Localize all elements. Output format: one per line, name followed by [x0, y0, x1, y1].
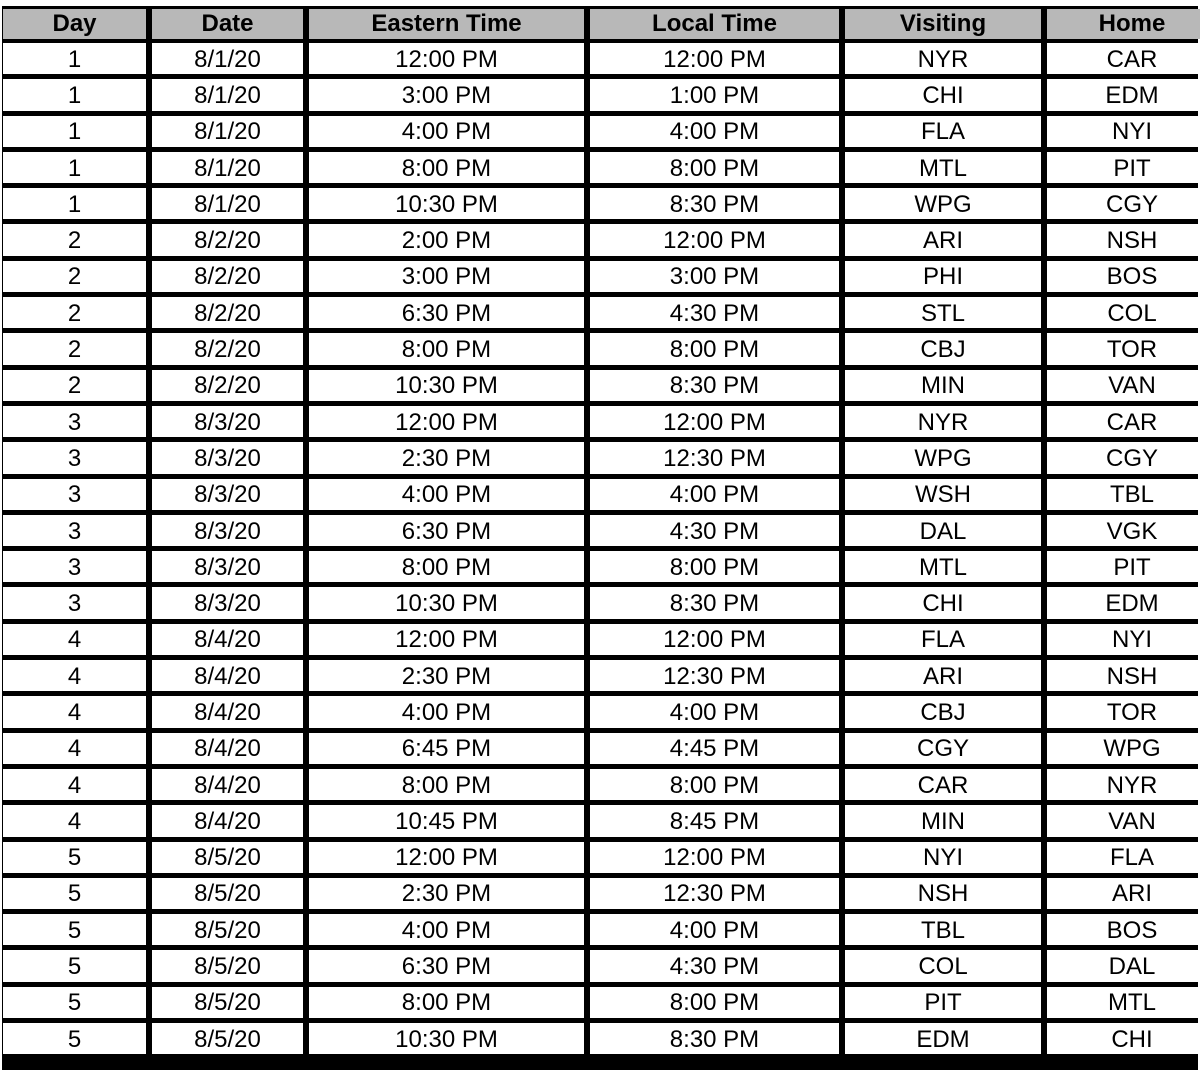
- cell-eastern-time: 6:30 PM: [309, 297, 584, 328]
- cell-visiting: CHI: [845, 79, 1041, 110]
- cell-home: CAR: [1047, 43, 1200, 74]
- cell-local-time: 8:30 PM: [590, 370, 839, 401]
- cell-home: PIT: [1047, 152, 1200, 183]
- cell-date: 8/5/20: [152, 987, 303, 1018]
- cell-eastern-time: 10:30 PM: [309, 587, 584, 618]
- cell-eastern-time: 12:00 PM: [309, 624, 584, 655]
- cell-visiting: FLA: [845, 624, 1041, 655]
- cell-local-time: 8:30 PM: [590, 587, 839, 618]
- cell-local-time: 4:45 PM: [590, 733, 839, 764]
- cell-visiting: NSH: [845, 878, 1041, 909]
- cell-visiting: MIN: [845, 370, 1041, 401]
- cell-home: BOS: [1047, 261, 1200, 292]
- cell-visiting: CBJ: [845, 333, 1041, 364]
- cell-eastern-time: 12:00 PM: [309, 406, 584, 437]
- cell-day: 1: [3, 152, 146, 183]
- cell-visiting: NYI: [845, 842, 1041, 873]
- cell-local-time: 12:30 PM: [590, 878, 839, 909]
- cell-date: 8/2/20: [152, 297, 303, 328]
- cell-home: COL: [1047, 297, 1200, 328]
- cell-visiting: EDM: [845, 1023, 1041, 1054]
- cell-visiting: STL: [845, 297, 1041, 328]
- cell-day: 4: [3, 733, 146, 764]
- cell-local-time: 4:00 PM: [590, 116, 839, 147]
- cell-local-time: 4:00 PM: [590, 479, 839, 510]
- cell-eastern-time: 4:00 PM: [309, 696, 584, 727]
- cell-day: 5: [3, 842, 146, 873]
- column-header-day: Day: [3, 9, 146, 39]
- cell-visiting: NYR: [845, 43, 1041, 74]
- cell-day: 3: [3, 442, 146, 473]
- column-header-eastern-time: Eastern Time: [309, 9, 584, 39]
- cell-home: CGY: [1047, 188, 1200, 219]
- cell-date: 8/3/20: [152, 515, 303, 546]
- cell-local-time: 12:00 PM: [590, 624, 839, 655]
- cell-day: 2: [3, 261, 146, 292]
- cell-eastern-time: 4:00 PM: [309, 479, 584, 510]
- cell-local-time: 12:00 PM: [590, 43, 839, 74]
- cell-date: 8/3/20: [152, 442, 303, 473]
- cell-eastern-time: 12:00 PM: [309, 842, 584, 873]
- cell-date: 8/1/20: [152, 43, 303, 74]
- cell-visiting: MTL: [845, 152, 1041, 183]
- cell-visiting: ARI: [845, 660, 1041, 691]
- cell-home: VAN: [1047, 370, 1200, 401]
- cell-date: 8/4/20: [152, 696, 303, 727]
- cell-visiting: WPG: [845, 188, 1041, 219]
- cell-day: 1: [3, 43, 146, 74]
- cell-home: NYI: [1047, 624, 1200, 655]
- cell-eastern-time: 2:30 PM: [309, 660, 584, 691]
- cell-eastern-time: 8:00 PM: [309, 333, 584, 364]
- cell-date: 8/2/20: [152, 261, 303, 292]
- cell-eastern-time: 6:30 PM: [309, 950, 584, 981]
- cell-day: 5: [3, 878, 146, 909]
- cell-date: 8/3/20: [152, 406, 303, 437]
- cell-date: 8/3/20: [152, 551, 303, 582]
- cell-local-time: 8:00 PM: [590, 333, 839, 364]
- cell-local-time: 12:00 PM: [590, 224, 839, 255]
- cell-home: EDM: [1047, 587, 1200, 618]
- cell-visiting: CBJ: [845, 696, 1041, 727]
- cell-local-time: 1:00 PM: [590, 79, 839, 110]
- cell-day: 5: [3, 914, 146, 945]
- cell-date: 8/4/20: [152, 733, 303, 764]
- column-header-visiting: Visiting: [845, 9, 1041, 39]
- cell-eastern-time: 2:00 PM: [309, 224, 584, 255]
- cell-eastern-time: 4:00 PM: [309, 914, 584, 945]
- cell-home: NSH: [1047, 224, 1200, 255]
- cell-home: NYR: [1047, 769, 1200, 800]
- cell-home: NYI: [1047, 116, 1200, 147]
- cell-day: 4: [3, 769, 146, 800]
- cell-home: CHI: [1047, 1023, 1200, 1054]
- cell-local-time: 8:00 PM: [590, 987, 839, 1018]
- cell-visiting: TBL: [845, 914, 1041, 945]
- cell-local-time: 8:00 PM: [590, 152, 839, 183]
- cell-visiting: MIN: [845, 805, 1041, 836]
- cell-eastern-time: 6:30 PM: [309, 515, 584, 546]
- cell-local-time: 4:00 PM: [590, 914, 839, 945]
- cell-local-time: 8:00 PM: [590, 769, 839, 800]
- cell-date: 8/5/20: [152, 878, 303, 909]
- cell-eastern-time: 3:00 PM: [309, 261, 584, 292]
- cell-home: DAL: [1047, 950, 1200, 981]
- cell-home: TBL: [1047, 479, 1200, 510]
- cell-day: 3: [3, 515, 146, 546]
- cell-day: 1: [3, 188, 146, 219]
- cell-visiting: FLA: [845, 116, 1041, 147]
- schedule-table: [2, 6, 1198, 1070]
- cell-day: 1: [3, 116, 146, 147]
- cell-day: 5: [3, 950, 146, 981]
- cell-local-time: 3:00 PM: [590, 261, 839, 292]
- cell-home: ARI: [1047, 878, 1200, 909]
- cell-local-time: 8:30 PM: [590, 1023, 839, 1054]
- cell-local-time: 4:30 PM: [590, 515, 839, 546]
- cell-eastern-time: 2:30 PM: [309, 878, 584, 909]
- cell-eastern-time: 10:45 PM: [309, 805, 584, 836]
- cell-eastern-time: 10:30 PM: [309, 370, 584, 401]
- cell-visiting: CAR: [845, 769, 1041, 800]
- cell-home: NSH: [1047, 660, 1200, 691]
- cell-date: 8/4/20: [152, 769, 303, 800]
- cell-date: 8/1/20: [152, 79, 303, 110]
- cell-date: 8/2/20: [152, 370, 303, 401]
- cell-local-time: 8:00 PM: [590, 551, 839, 582]
- cell-eastern-time: 10:30 PM: [309, 1023, 584, 1054]
- cell-local-time: 12:30 PM: [590, 442, 839, 473]
- cell-local-time: 12:00 PM: [590, 406, 839, 437]
- cell-local-time: 12:00 PM: [590, 842, 839, 873]
- cell-local-time: 4:00 PM: [590, 696, 839, 727]
- cell-date: 8/4/20: [152, 624, 303, 655]
- cell-day: 2: [3, 224, 146, 255]
- cell-day: 2: [3, 333, 146, 364]
- cell-eastern-time: 8:00 PM: [309, 551, 584, 582]
- cell-date: 8/3/20: [152, 587, 303, 618]
- cell-home: BOS: [1047, 914, 1200, 945]
- cell-date: 8/5/20: [152, 842, 303, 873]
- cell-day: 5: [3, 987, 146, 1018]
- cell-visiting: PHI: [845, 261, 1041, 292]
- cell-eastern-time: 8:00 PM: [309, 769, 584, 800]
- cell-visiting: CHI: [845, 587, 1041, 618]
- cell-home: MTL: [1047, 987, 1200, 1018]
- cell-home: TOR: [1047, 333, 1200, 364]
- cell-eastern-time: 2:30 PM: [309, 442, 584, 473]
- cell-home: PIT: [1047, 551, 1200, 582]
- cell-day: 3: [3, 587, 146, 618]
- cell-day: 2: [3, 297, 146, 328]
- cell-day: 2: [3, 370, 146, 401]
- cell-local-time: 4:30 PM: [590, 297, 839, 328]
- cell-eastern-time: 10:30 PM: [309, 188, 584, 219]
- column-header-local-time: Local Time: [590, 9, 839, 39]
- column-header-home: Home: [1047, 9, 1200, 39]
- cell-home: EDM: [1047, 79, 1200, 110]
- cell-home: FLA: [1047, 842, 1200, 873]
- cell-date: 8/2/20: [152, 333, 303, 364]
- cell-day: 3: [3, 406, 146, 437]
- cell-visiting: NYR: [845, 406, 1041, 437]
- cell-home: TOR: [1047, 696, 1200, 727]
- cell-visiting: WSH: [845, 479, 1041, 510]
- cell-eastern-time: 8:00 PM: [309, 987, 584, 1018]
- cell-day: 5: [3, 1023, 146, 1054]
- cell-eastern-time: 12:00 PM: [309, 43, 584, 74]
- cell-day: 1: [3, 79, 146, 110]
- cell-eastern-time: 8:00 PM: [309, 152, 584, 183]
- cell-visiting: DAL: [845, 515, 1041, 546]
- cell-day: 3: [3, 479, 146, 510]
- cell-date: 8/1/20: [152, 152, 303, 183]
- cell-home: WPG: [1047, 733, 1200, 764]
- cell-day: 3: [3, 551, 146, 582]
- column-header-date: Date: [152, 9, 303, 39]
- cell-visiting: WPG: [845, 442, 1041, 473]
- cell-home: CAR: [1047, 406, 1200, 437]
- cell-local-time: 8:30 PM: [590, 188, 839, 219]
- cell-date: 8/1/20: [152, 188, 303, 219]
- cell-date: 8/5/20: [152, 914, 303, 945]
- cell-day: 4: [3, 696, 146, 727]
- cell-local-time: 4:30 PM: [590, 950, 839, 981]
- cell-visiting: MTL: [845, 551, 1041, 582]
- cell-day: 4: [3, 624, 146, 655]
- cell-visiting: CGY: [845, 733, 1041, 764]
- cell-date: 8/5/20: [152, 1023, 303, 1054]
- cell-date: 8/1/20: [152, 116, 303, 147]
- cell-visiting: PIT: [845, 987, 1041, 1018]
- cell-home: CGY: [1047, 442, 1200, 473]
- cell-home: VAN: [1047, 805, 1200, 836]
- cell-local-time: 12:30 PM: [590, 660, 839, 691]
- cell-visiting: COL: [845, 950, 1041, 981]
- cell-day: 4: [3, 805, 146, 836]
- cell-local-time: 8:45 PM: [590, 805, 839, 836]
- cell-date: 8/5/20: [152, 950, 303, 981]
- cell-eastern-time: 3:00 PM: [309, 79, 584, 110]
- cell-home: VGK: [1047, 515, 1200, 546]
- cell-day: 4: [3, 660, 146, 691]
- cell-date: 8/2/20: [152, 224, 303, 255]
- cell-date: 8/4/20: [152, 660, 303, 691]
- cell-date: 8/3/20: [152, 479, 303, 510]
- cell-visiting: ARI: [845, 224, 1041, 255]
- cell-eastern-time: 6:45 PM: [309, 733, 584, 764]
- cell-date: 8/4/20: [152, 805, 303, 836]
- cell-eastern-time: 4:00 PM: [309, 116, 584, 147]
